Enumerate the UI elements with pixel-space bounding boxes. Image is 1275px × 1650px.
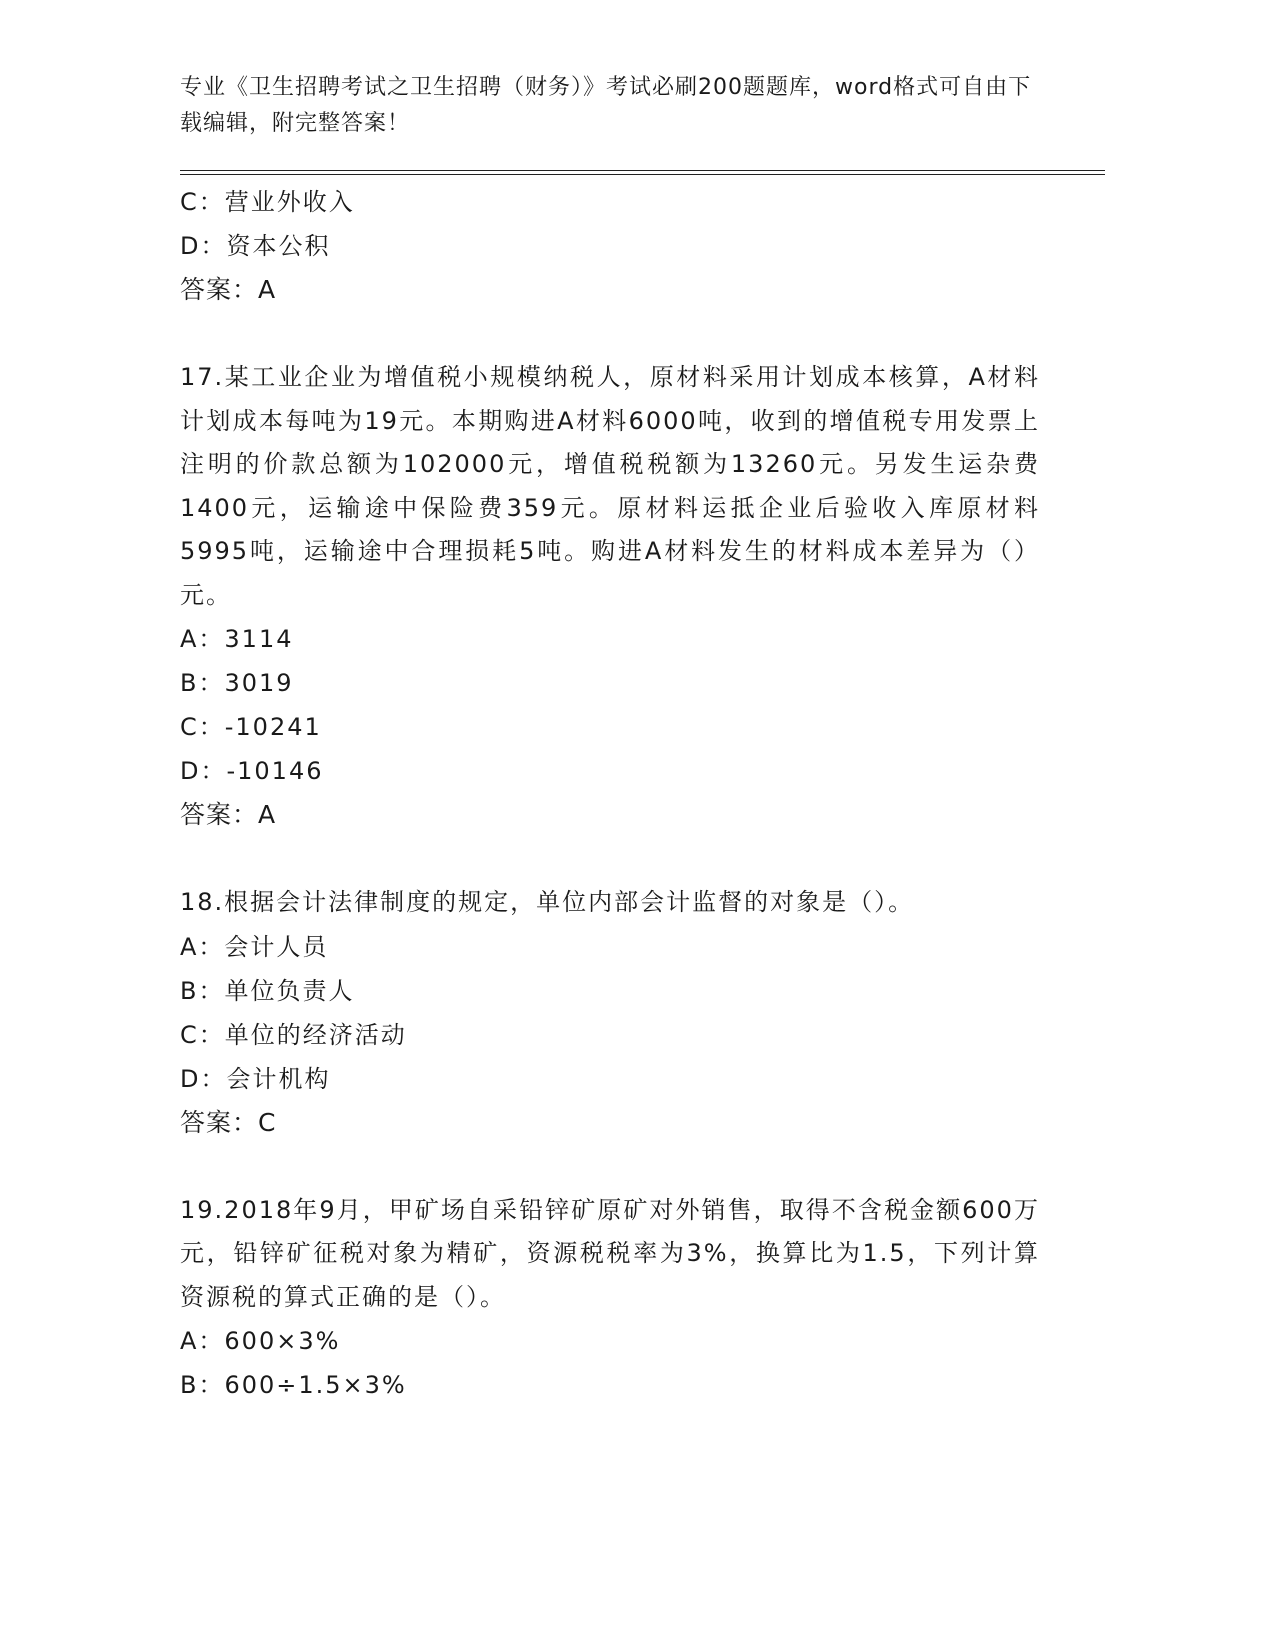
option-d: D：-10146: [180, 757, 324, 785]
question-18: [180, 881, 1040, 1145]
option-a: A：600×3%: [180, 1327, 341, 1355]
header-divider-top: [180, 170, 1105, 171]
question-17: [180, 356, 1040, 837]
spacer: [180, 1145, 1040, 1189]
option-c: C：营业外收入: [180, 188, 355, 216]
option-d: D：资本公积: [180, 232, 331, 260]
spacer: [180, 312, 1040, 356]
option-d: D：会计机构: [180, 1064, 331, 1093]
question-list: [180, 180, 1040, 1407]
option-a: A：会计人员: [180, 932, 329, 961]
option-b: B：600÷1.5×3%: [180, 1371, 407, 1399]
header-text: 专业《卫生招聘考试之卫生招聘（财务）》考试必刷200题题库，word格式可自由下载编辑，附完整答案！: [180, 75, 1032, 136]
document-header: [180, 70, 1050, 142]
answer-line: 答案：A: [180, 275, 277, 304]
answer-line: 答案：C: [180, 1107, 277, 1137]
option-a: A：3114: [180, 625, 294, 653]
question-stem: 17.某工业企业为增值税小规模纳税人，原材料采用计划成本核算，A材料计划成本每吨为19元。本期购进A材料6000吨，收到的增值税专用发票上注明的价款总额为102000元，增值税税额为13260元。另发生运杂费1400元，运输途中保险费359元。原材料运抵企业后验收入库原材料5995吨，运输途中合理损耗5吨。购进A材料发生的材料成本差异为（）元。: [180, 363, 1040, 609]
header-divider-bottom: [180, 174, 1105, 175]
option-b: B：3019: [180, 669, 294, 697]
question-16-tail: [180, 180, 1040, 312]
option-c: C：-10241: [180, 713, 322, 741]
option-b: B：单位负责人: [180, 976, 355, 1005]
question-19: [180, 1189, 1040, 1408]
spacer: [180, 837, 1040, 881]
option-c: C：单位的经济活动: [180, 1020, 407, 1049]
question-stem: 19.2018年9月，甲矿场自采铅锌矿原矿对外销售，取得不含税金额600万元，铅锌矿征税对象为精矿，资源税税率为3%，换算比为1.5，下列计算资源税的算式正确的是（）。: [180, 1195, 1040, 1311]
answer-line: 答案：A: [180, 800, 277, 829]
question-stem: 18.根据会计法律制度的规定，单位内部会计监督的对象是（）。: [180, 888, 915, 916]
